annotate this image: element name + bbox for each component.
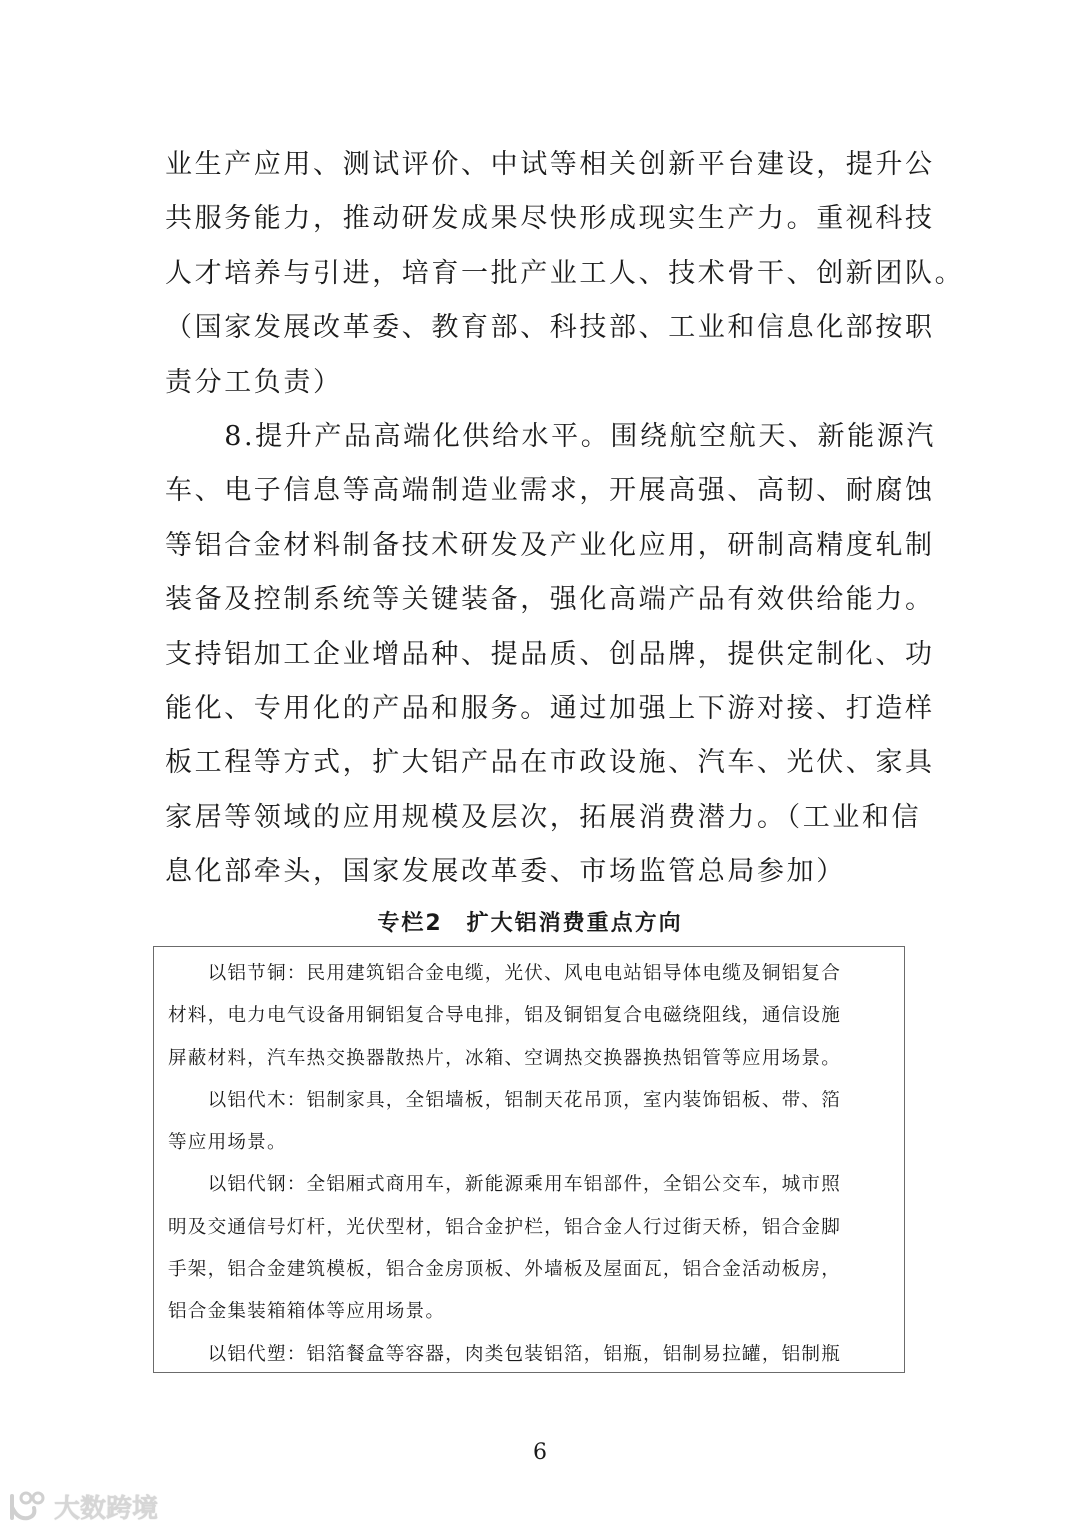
box-text	[168, 953, 898, 1376]
body-line: 共服务能力，推动研发成果尽快形成现实生产力。重视科技	[165, 203, 935, 235]
box-title: 专栏2 扩大铝消费重点方向	[377, 911, 683, 936]
special-column-box	[153, 946, 905, 1373]
box-line: 以铝代木：铝制家具，全铝墙板，铝制天花吊顶，室内装饰铝板、带、箔	[168, 1089, 841, 1111]
body-line: （国家发展改革委、教育部、科技部、工业和信息化部按职	[165, 312, 935, 344]
watermark	[8, 1488, 158, 1525]
body-line: 装备及控制系统等关键装备，强化高端产品有效供给能力。	[165, 584, 935, 616]
box-line: 明及交通信号灯杆，光伏型材，铝合金护栏，铝合金人行过街天桥，铝合金脚	[168, 1216, 841, 1238]
box-line: 铝合金集装箱箱体等应用场景。	[168, 1301, 446, 1323]
body-line: 能化、专用化的产品和服务。通过加强上下游对接、打造样	[165, 692, 935, 724]
body-text	[165, 138, 965, 899]
body-line: 车、电子信息等高端制造业需求，开展高强、高韧、耐腐蚀	[165, 475, 935, 507]
box-line: 屏蔽材料，汽车热交换器散热片，冰箱、空调热交换器换热铝管等应用场景。	[168, 1047, 841, 1069]
body-line: 支持铝加工企业增品种、提品质、创品牌，提供定制化、功	[165, 638, 935, 670]
box-line: 以铝节铜：民用建筑铝合金电缆，光伏、风电电站铝导体电缆及铜铝复合	[168, 963, 841, 984]
body-line: 等铝合金材料制备技术研发及产业化应用，研制高精度轧制	[165, 529, 935, 561]
watermark-text: 大数跨境	[54, 1494, 159, 1524]
body-line: 家居等领域的应用规模及层次，拓展消费潜力。（工业和信	[165, 801, 922, 833]
page-number: 6	[533, 1440, 547, 1465]
body-line: 责分工负责）	[165, 366, 343, 398]
body-line: 板工程等方式，扩大铝产品在市政设施、汽车、光伏、家具	[165, 747, 935, 779]
box-line: 材料，电力电气设备用铜铝复合导电排，铝及铜铝复合电磁绕阻线，通信设施	[168, 1005, 841, 1027]
body-line: 息化部牵头，国家发展改革委、市场监管总局参加）	[165, 856, 846, 888]
body-line: 业生产应用、测试评价、中试等相关创新平台建设，提升公	[165, 149, 935, 180]
box-line: 等应用场景。	[168, 1132, 287, 1154]
box-line: 以铝代钢：全铝厢式商用车，新能源乘用车铝部件，全铝公交车，城市照	[168, 1174, 841, 1196]
box-line: 以铝代塑：铝箔餐盒等容器，肉类包装铝箔，铝瓶，铝制易拉罐，铝制瓶	[168, 1343, 841, 1365]
brand-logo-icon	[8, 1490, 48, 1524]
body-line: 人才培养与引进，培育一批产业工人、技术骨干、创新团队。	[165, 257, 965, 289]
box-line: 手架，铝合金建筑模板，铝合金房顶板、外墙板及屋面瓦，铝合金活动板房，	[168, 1259, 841, 1281]
section-8-heading-line: 8.提升产品高端化供给水平。围绕航空航天、新能源汽	[165, 420, 936, 452]
